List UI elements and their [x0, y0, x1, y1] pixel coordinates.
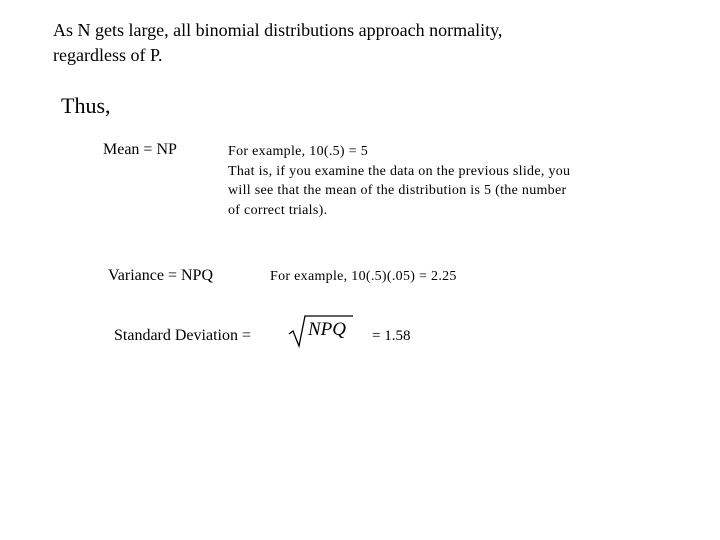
- intro-line-2: regardless of P.: [53, 45, 163, 65]
- mean-example-line-3: will see that the mean of the distribution is 5 (the number: [228, 183, 567, 198]
- mean-example-line-4: of correct trials).: [228, 202, 328, 218]
- variance-example: For example, 10(.5)(.05) = 2.25: [270, 269, 457, 284]
- mean-label: Mean = NP: [103, 141, 177, 158]
- intro-line-1: As N gets large, all binomial distributions approach normality,: [53, 20, 503, 40]
- sd-label: Standard Deviation =: [114, 327, 251, 344]
- sd-formula-text: NPQ: [308, 319, 346, 340]
- mean-example-line-1: For example, 10(.5) = 5: [228, 144, 368, 159]
- variance-label: Variance = NPQ: [108, 267, 213, 284]
- thus-heading: Thus,: [61, 93, 111, 118]
- mean-example: [228, 142, 570, 220]
- intro-text: [53, 18, 502, 68]
- sd-value: = 1.58: [372, 328, 411, 344]
- mean-example-line-2: That is, if you examine the data on the previous slide, you: [228, 163, 571, 179]
- sqrt-npq-formula: [287, 313, 357, 349]
